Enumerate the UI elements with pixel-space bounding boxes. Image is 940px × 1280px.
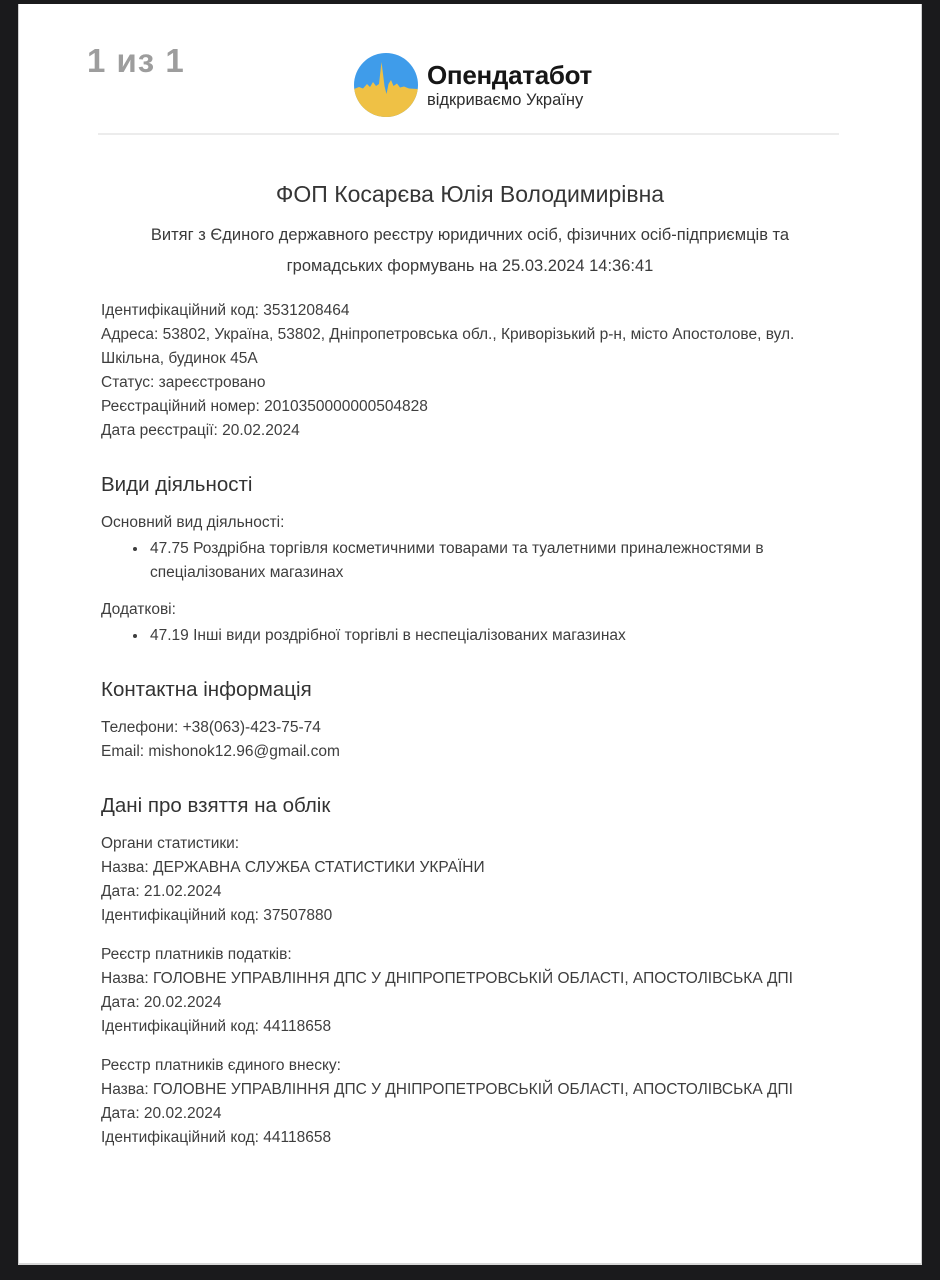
contacts-section [101,716,839,764]
single-contribution-id-code: Ідентифікаційний код: 44118658 [101,1129,332,1146]
document-content [19,179,921,1150]
activity-item-4775-line2: спеціалізованих магазинах [150,564,344,581]
opendatabot-pulse-icon [354,53,418,117]
document-subtitle [101,220,839,282]
document-subtitle-line1: Витяг з Єдиного державного реєстру юридичних осіб, фізичних осіб-підприємців та [150,226,790,244]
phones-line: Телефони: +38(063)-423-75-74 [101,719,321,736]
single-contribution-registry-block [101,1054,839,1150]
single-contribution-date: Дата: 20.02.2024 [101,1105,222,1122]
additional-activity-list [101,624,839,648]
opendatabot-logo [354,53,592,117]
registration-date-line: Дата реєстрації: 20.02.2024 [101,422,300,439]
taxpayers-date: Дата: 20.02.2024 [101,994,222,1011]
registration-number-line: Реєстраційний номер: 2010350000000504828 [101,398,428,415]
primary-activity-label: Основний вид діяльності: [101,514,285,531]
logo-title: Опендатабот [427,59,592,90]
taxpayers-authority-name: Назва: ГОЛОВНЕ УПРАВЛІННЯ ДПС У ДНІПРОПЕТРОВСЬКІЙ ОБЛАСТІ, АПОСТОЛІВСЬКА ДПІ [101,970,793,987]
logo-tagline: відкриваємо Україну [427,90,584,109]
statistics-authority-name: Назва: ДЕРЖАВНА СЛУЖБА СТАТИСТИКИ УКРАЇНИ [101,859,485,876]
header-divider [98,133,839,135]
section-heading-activities: Види діяльності [101,473,253,496]
registration-section [101,832,839,1150]
section-heading-registration: Дані про взяття на облік [101,794,331,817]
activity-item-4775-line1: • 47.75 Роздрібна торгівля косметичними товарами та туалетними приналежностями в [150,540,764,557]
statistics-date: Дата: 21.02.2024 [101,883,222,900]
taxpayers-registry-block [101,943,839,1039]
document-subtitle-line2: громадських формувань на 25.03.2024 14:36:41 [286,257,654,275]
primary-activity-list [101,537,839,585]
address-line: Адреса: 53802, Україна, 53802, Дніпропетровська обл., Криворізький р-н, місто Апостолове, вул. [101,326,795,343]
status-line: Статус: зареєстровано [101,374,266,391]
section-heading-contacts: Контактна інформація [101,678,312,701]
single-contribution-authority-name: Назва: ГОЛОВНЕ УПРАВЛІННЯ ДПС У ДНІПРОПЕТРОВСЬКІЙ ОБЛАСТІ, АПОСТОЛІВСЬКА ДПІ [101,1081,793,1098]
activity-item-4775 [148,537,839,585]
document-header [19,4,921,133]
additional-activity-label: Додаткові: [101,601,176,618]
email-line: Email: mishonok12.96@gmail.com [101,743,340,760]
statistics-authority-block [101,832,839,928]
document-title: ФОП Косарєва Юлія Володимирівна [275,181,665,207]
taxpayers-id-code: Ідентифікаційний код: 44118658 [101,1018,332,1035]
logo-text [427,61,592,110]
single-contribution-block-title: Реєстр платників єдиного внеску: [101,1057,341,1074]
statistics-block-title: Органи статистики: [101,835,240,852]
document-page[interactable] [18,4,922,1265]
activities-section [101,511,839,648]
company-summary [101,299,839,443]
page-indicator: 1 из 1 [87,42,185,79]
taxpayers-block-title: Реєстр платників податків: [101,946,292,963]
address-line-continued: Шкільна, будинок 45А [101,350,258,367]
statistics-id-code: Ідентифікаційний код: 37507880 [101,907,333,924]
activity-item-4719: • 47.19 Інші види роздрібної торгівлі в неспеціалізованих магазинах [148,624,839,648]
identification-code-line: Ідентифікаційний код: 3531208464 [101,302,350,319]
